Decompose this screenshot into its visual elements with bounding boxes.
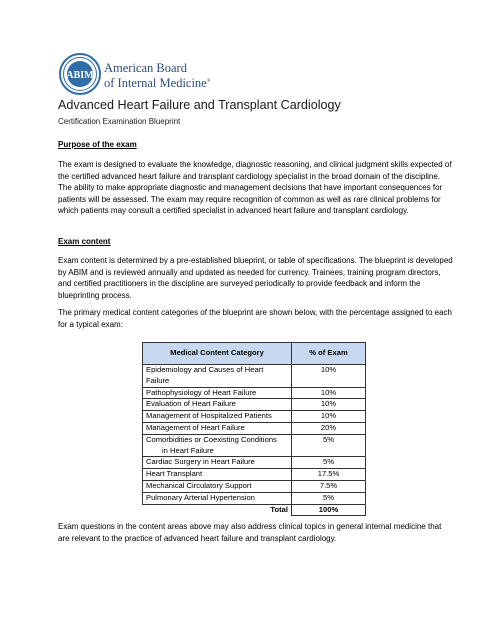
header-percent: % of Exam	[292, 343, 366, 365]
table-row	[143, 422, 366, 434]
org-name	[104, 61, 211, 90]
content-heading: Exam content	[58, 237, 111, 246]
row-category	[143, 434, 292, 457]
content-text-2: The primary medical content categories of the blueprint are shown below, with the percentage assigned to each for a typical exam:	[58, 308, 453, 329]
row-percent: 5%	[292, 434, 366, 457]
row-category: Cardiac Surgery in Heart Failure	[143, 457, 292, 469]
row-category: Pulmonary Arterial Hypertension	[143, 492, 292, 504]
org-name-line2: of Internal Medicine	[104, 76, 207, 91]
row-category: Pathophysiology of Heart Failure	[143, 387, 292, 399]
registered-mark: ®	[206, 79, 211, 84]
row-percent: 17.5%	[292, 469, 366, 481]
row-category: Mechanical Circulatory Support	[143, 480, 292, 492]
header-category: Medical Content Category	[143, 343, 292, 365]
table-row	[143, 387, 366, 399]
table-row	[143, 399, 366, 411]
total-label: Total	[143, 504, 292, 516]
row-percent: 20%	[292, 422, 366, 434]
footer-text: Exam questions in the content areas above may also address clinical topics in general internal medicine that are relevant to the practice of advanced heart failure and transplant cardiology.	[58, 522, 442, 543]
seal-text: ABIM	[66, 70, 94, 81]
page-title: Advanced Heart Failure and Transplant Cardiology	[58, 98, 341, 112]
row-percent: 10%	[292, 411, 366, 423]
table-row	[143, 365, 366, 388]
row-category: Management of Hospitalized Patients	[143, 411, 292, 423]
row-percent: 10%	[292, 399, 366, 411]
row-category: Management of Heart Failure	[143, 422, 292, 434]
row-category: Heart Transplant	[143, 469, 292, 481]
row-percent: 10%	[292, 365, 366, 388]
purpose-text: The exam is designed to evaluate the knowledge, diagnostic reasoning, and clinical judgment skills expected of the certified advanced heart failure and transplant cardiology specialist in the broad domain of the discipline. The ability to make appropriate diagnostic and management decisions that have important consequences for patients will be assessed. The exam may require recognition of common as well as rare clinical problems for which patients may consult a certified specialist in advanced heart failure and transplant cardiology.	[58, 160, 452, 216]
row-percent: 5%	[292, 492, 366, 504]
table-row	[143, 492, 366, 504]
table-header-row	[143, 343, 366, 365]
page-subtitle: Certification Examination Blueprint	[58, 117, 181, 126]
content-table	[142, 342, 366, 516]
row-category-line1: Comorbidities or Coexisting Conditions	[146, 434, 277, 444]
row-category: Evaluation of Heart Failure	[143, 399, 292, 411]
purpose-heading: Purpose of the exam	[58, 140, 137, 149]
table-row	[143, 480, 366, 492]
row-percent: 5%	[292, 457, 366, 469]
table-row	[143, 434, 366, 457]
abim-logo	[58, 52, 288, 98]
row-percent: 7.5%	[292, 480, 366, 492]
table-row	[143, 457, 366, 469]
row-category-line2: in Heart Failure	[162, 445, 214, 455]
abim-seal-icon	[58, 52, 102, 96]
content-text-1: Exam content is determined by a pre-established blueprint, or table of specifications. The blueprint is developed by ABIM and is reviewed annually and updated as needed for currency. Trainees, training program directors, and certified practitioners in the discipline are surveyed periodically to provide feedback and inform the blueprinting process.	[58, 256, 453, 300]
table-row	[143, 411, 366, 423]
table-row	[143, 469, 366, 481]
total-value: 100%	[292, 504, 366, 516]
table-total-row	[143, 504, 366, 516]
row-percent: 10%	[292, 387, 366, 399]
row-category: Epidemiology and Causes of Heart Failure	[143, 365, 292, 388]
org-name-line1: American Board	[104, 61, 187, 75]
